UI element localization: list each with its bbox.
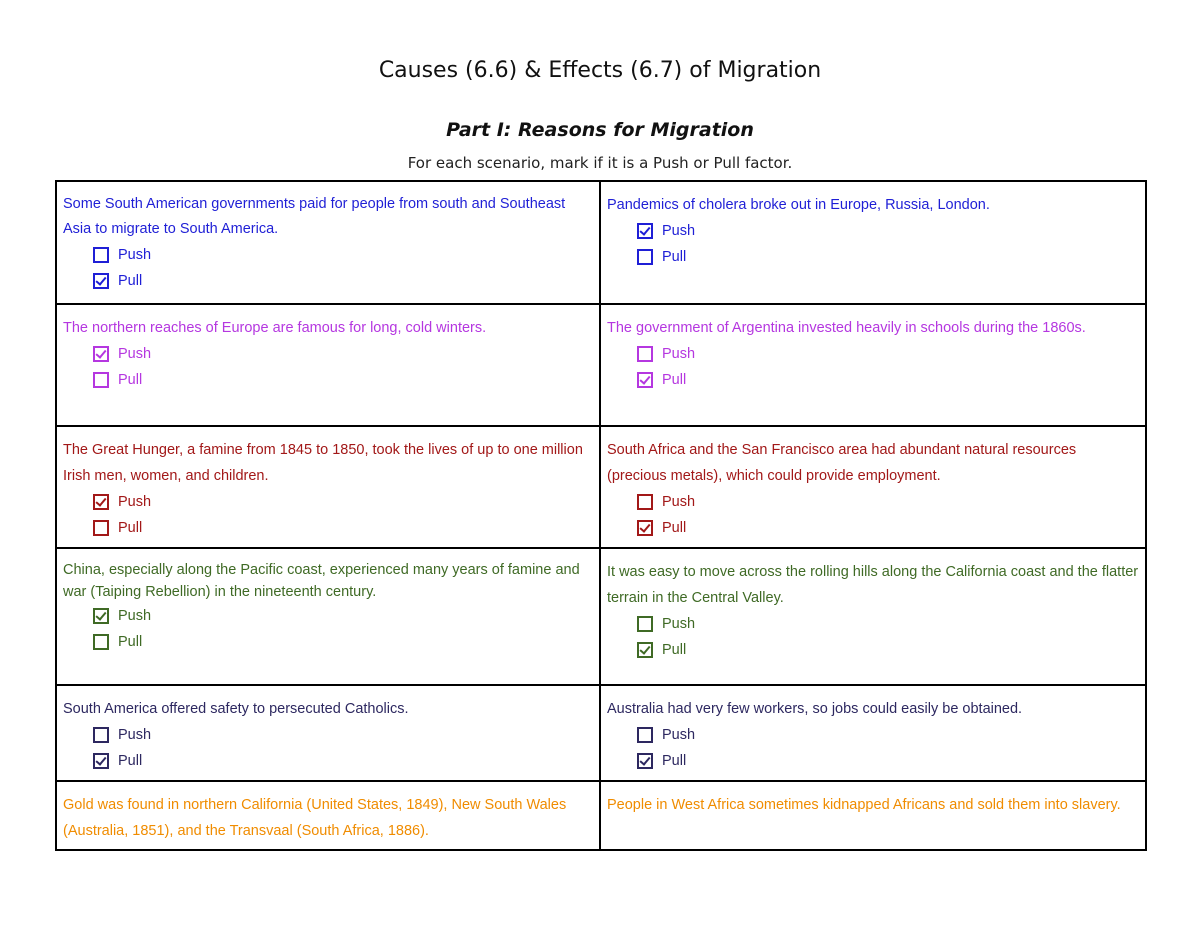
option-label: Pull bbox=[118, 372, 143, 388]
option-label: Push bbox=[662, 223, 696, 239]
pull-option[interactable] bbox=[63, 629, 593, 655]
option-label: Push bbox=[118, 608, 152, 624]
scenario-cell bbox=[57, 686, 601, 780]
checkbox-icon[interactable] bbox=[637, 494, 653, 510]
table-row bbox=[57, 427, 1145, 549]
table-row bbox=[57, 782, 1145, 851]
scenario-text: South Africa and the San Francisco area had abundant natural resources (precious metals), which could provide employment. bbox=[607, 442, 1077, 484]
option-label: Pull bbox=[662, 249, 687, 265]
push-option[interactable] bbox=[607, 611, 1139, 637]
option-label: Pull bbox=[118, 753, 143, 769]
push-option[interactable] bbox=[607, 341, 1139, 367]
push-option[interactable] bbox=[63, 341, 593, 367]
option-label: Push bbox=[118, 727, 152, 743]
scenario-text: People in West Africa sometimes kidnapped Africans and sold them into slavery. bbox=[607, 797, 1121, 813]
section-subtitle: Part I: Reasons for Migration bbox=[446, 119, 754, 141]
pull-option[interactable] bbox=[607, 515, 1139, 541]
option-label: Push bbox=[662, 346, 696, 362]
checkbox-checked-icon[interactable] bbox=[93, 494, 109, 510]
scenario-cell bbox=[57, 549, 601, 684]
pull-option[interactable] bbox=[607, 748, 1139, 774]
checkbox-checked-icon[interactable] bbox=[637, 223, 653, 239]
option-label: Push bbox=[662, 616, 696, 632]
pull-option[interactable] bbox=[607, 244, 1139, 270]
scenario-cell bbox=[601, 427, 1145, 547]
push-option[interactable] bbox=[607, 218, 1139, 244]
push-option[interactable] bbox=[607, 722, 1139, 748]
option-label: Push bbox=[662, 494, 696, 510]
checkbox-checked-icon[interactable] bbox=[93, 753, 109, 769]
scenario-cell bbox=[57, 305, 601, 425]
scenario-cell bbox=[601, 549, 1145, 684]
option-label: Push bbox=[118, 494, 152, 510]
checkbox-icon[interactable] bbox=[93, 520, 109, 536]
checkbox-icon[interactable] bbox=[637, 727, 653, 743]
push-option[interactable] bbox=[63, 489, 593, 515]
checkbox-checked-icon[interactable] bbox=[637, 642, 653, 658]
option-label: Pull bbox=[662, 520, 687, 536]
table-row bbox=[57, 686, 1145, 782]
scenario-text: The northern reaches of Europe are famous for long, cold winters. bbox=[63, 320, 487, 336]
scenario-text: The Great Hunger, a famine from 1845 to 1850, took the lives of up to one million Irish men, women, and children. bbox=[63, 442, 583, 484]
scenario-text: The government of Argentina invested heavily in schools during the 1860s. bbox=[607, 320, 1086, 336]
option-label: Pull bbox=[118, 273, 143, 289]
checkbox-icon[interactable] bbox=[93, 247, 109, 263]
scenario-cell bbox=[601, 782, 1145, 849]
push-option[interactable] bbox=[63, 603, 593, 629]
checkbox-checked-icon[interactable] bbox=[637, 520, 653, 536]
checkbox-icon[interactable] bbox=[93, 372, 109, 388]
scenario-cell bbox=[57, 182, 601, 303]
option-label: Pull bbox=[662, 753, 687, 769]
pull-option[interactable] bbox=[63, 748, 593, 774]
checkbox-checked-icon[interactable] bbox=[637, 753, 653, 769]
checkbox-checked-icon[interactable] bbox=[93, 273, 109, 289]
option-label: Pull bbox=[662, 642, 687, 658]
checkbox-checked-icon[interactable] bbox=[93, 346, 109, 362]
instructions-text: For each scenario, mark if it is a Push or Pull factor. bbox=[407, 154, 793, 172]
push-option[interactable] bbox=[63, 242, 593, 268]
option-label: Push bbox=[118, 346, 152, 362]
table-row bbox=[57, 305, 1145, 427]
scenario-table bbox=[55, 180, 1147, 851]
scenario-cell bbox=[57, 782, 601, 849]
pull-option[interactable] bbox=[63, 367, 593, 393]
scenario-text: Australia had very few workers, so jobs could easily be obtained. bbox=[607, 701, 1023, 717]
checkbox-icon[interactable] bbox=[93, 634, 109, 650]
pull-option[interactable] bbox=[607, 367, 1139, 393]
option-label: Push bbox=[662, 727, 696, 743]
checkbox-checked-icon[interactable] bbox=[93, 608, 109, 624]
option-label: Pull bbox=[662, 372, 687, 388]
table-row bbox=[57, 549, 1145, 686]
scenario-text: Some South American governments paid for people from south and Southeast Asia to migrate to South America. bbox=[63, 196, 566, 237]
scenario-cell bbox=[601, 686, 1145, 780]
push-option[interactable] bbox=[63, 722, 593, 748]
checkbox-icon[interactable] bbox=[637, 616, 653, 632]
scenario-text: Gold was found in northern California (United States, 1849), New South Wales (Australia, 1851), and the Transvaal (South Africa, 1886). bbox=[63, 797, 567, 839]
option-label: Pull bbox=[118, 520, 143, 536]
checkbox-icon[interactable] bbox=[637, 346, 653, 362]
table-row bbox=[57, 182, 1145, 305]
option-label: Pull bbox=[118, 634, 143, 650]
scenario-text: It was easy to move across the rolling hills along the California coast and the flatter terrain in the Central Valley. bbox=[607, 564, 1139, 606]
pull-option[interactable] bbox=[63, 268, 593, 294]
scenario-text: China, especially along the Pacific coast, experienced many years of famine and war (Taiping Rebellion) in the nineteenth century. bbox=[63, 562, 580, 600]
page-title: Causes (6.6) & Effects (6.7) of Migration bbox=[378, 58, 822, 83]
scenario-text: South America offered safety to persecuted Catholics. bbox=[63, 701, 409, 717]
scenario-cell bbox=[57, 427, 601, 547]
push-option[interactable] bbox=[607, 489, 1139, 515]
pull-option[interactable] bbox=[607, 637, 1139, 663]
scenario-text: Pandemics of cholera broke out in Europe, Russia, London. bbox=[607, 197, 990, 213]
pull-option[interactable] bbox=[63, 515, 593, 541]
checkbox-icon[interactable] bbox=[637, 249, 653, 265]
checkbox-checked-icon[interactable] bbox=[637, 372, 653, 388]
scenario-cell bbox=[601, 182, 1145, 303]
checkbox-icon[interactable] bbox=[93, 727, 109, 743]
scenario-cell bbox=[601, 305, 1145, 425]
option-label: Push bbox=[118, 247, 152, 263]
